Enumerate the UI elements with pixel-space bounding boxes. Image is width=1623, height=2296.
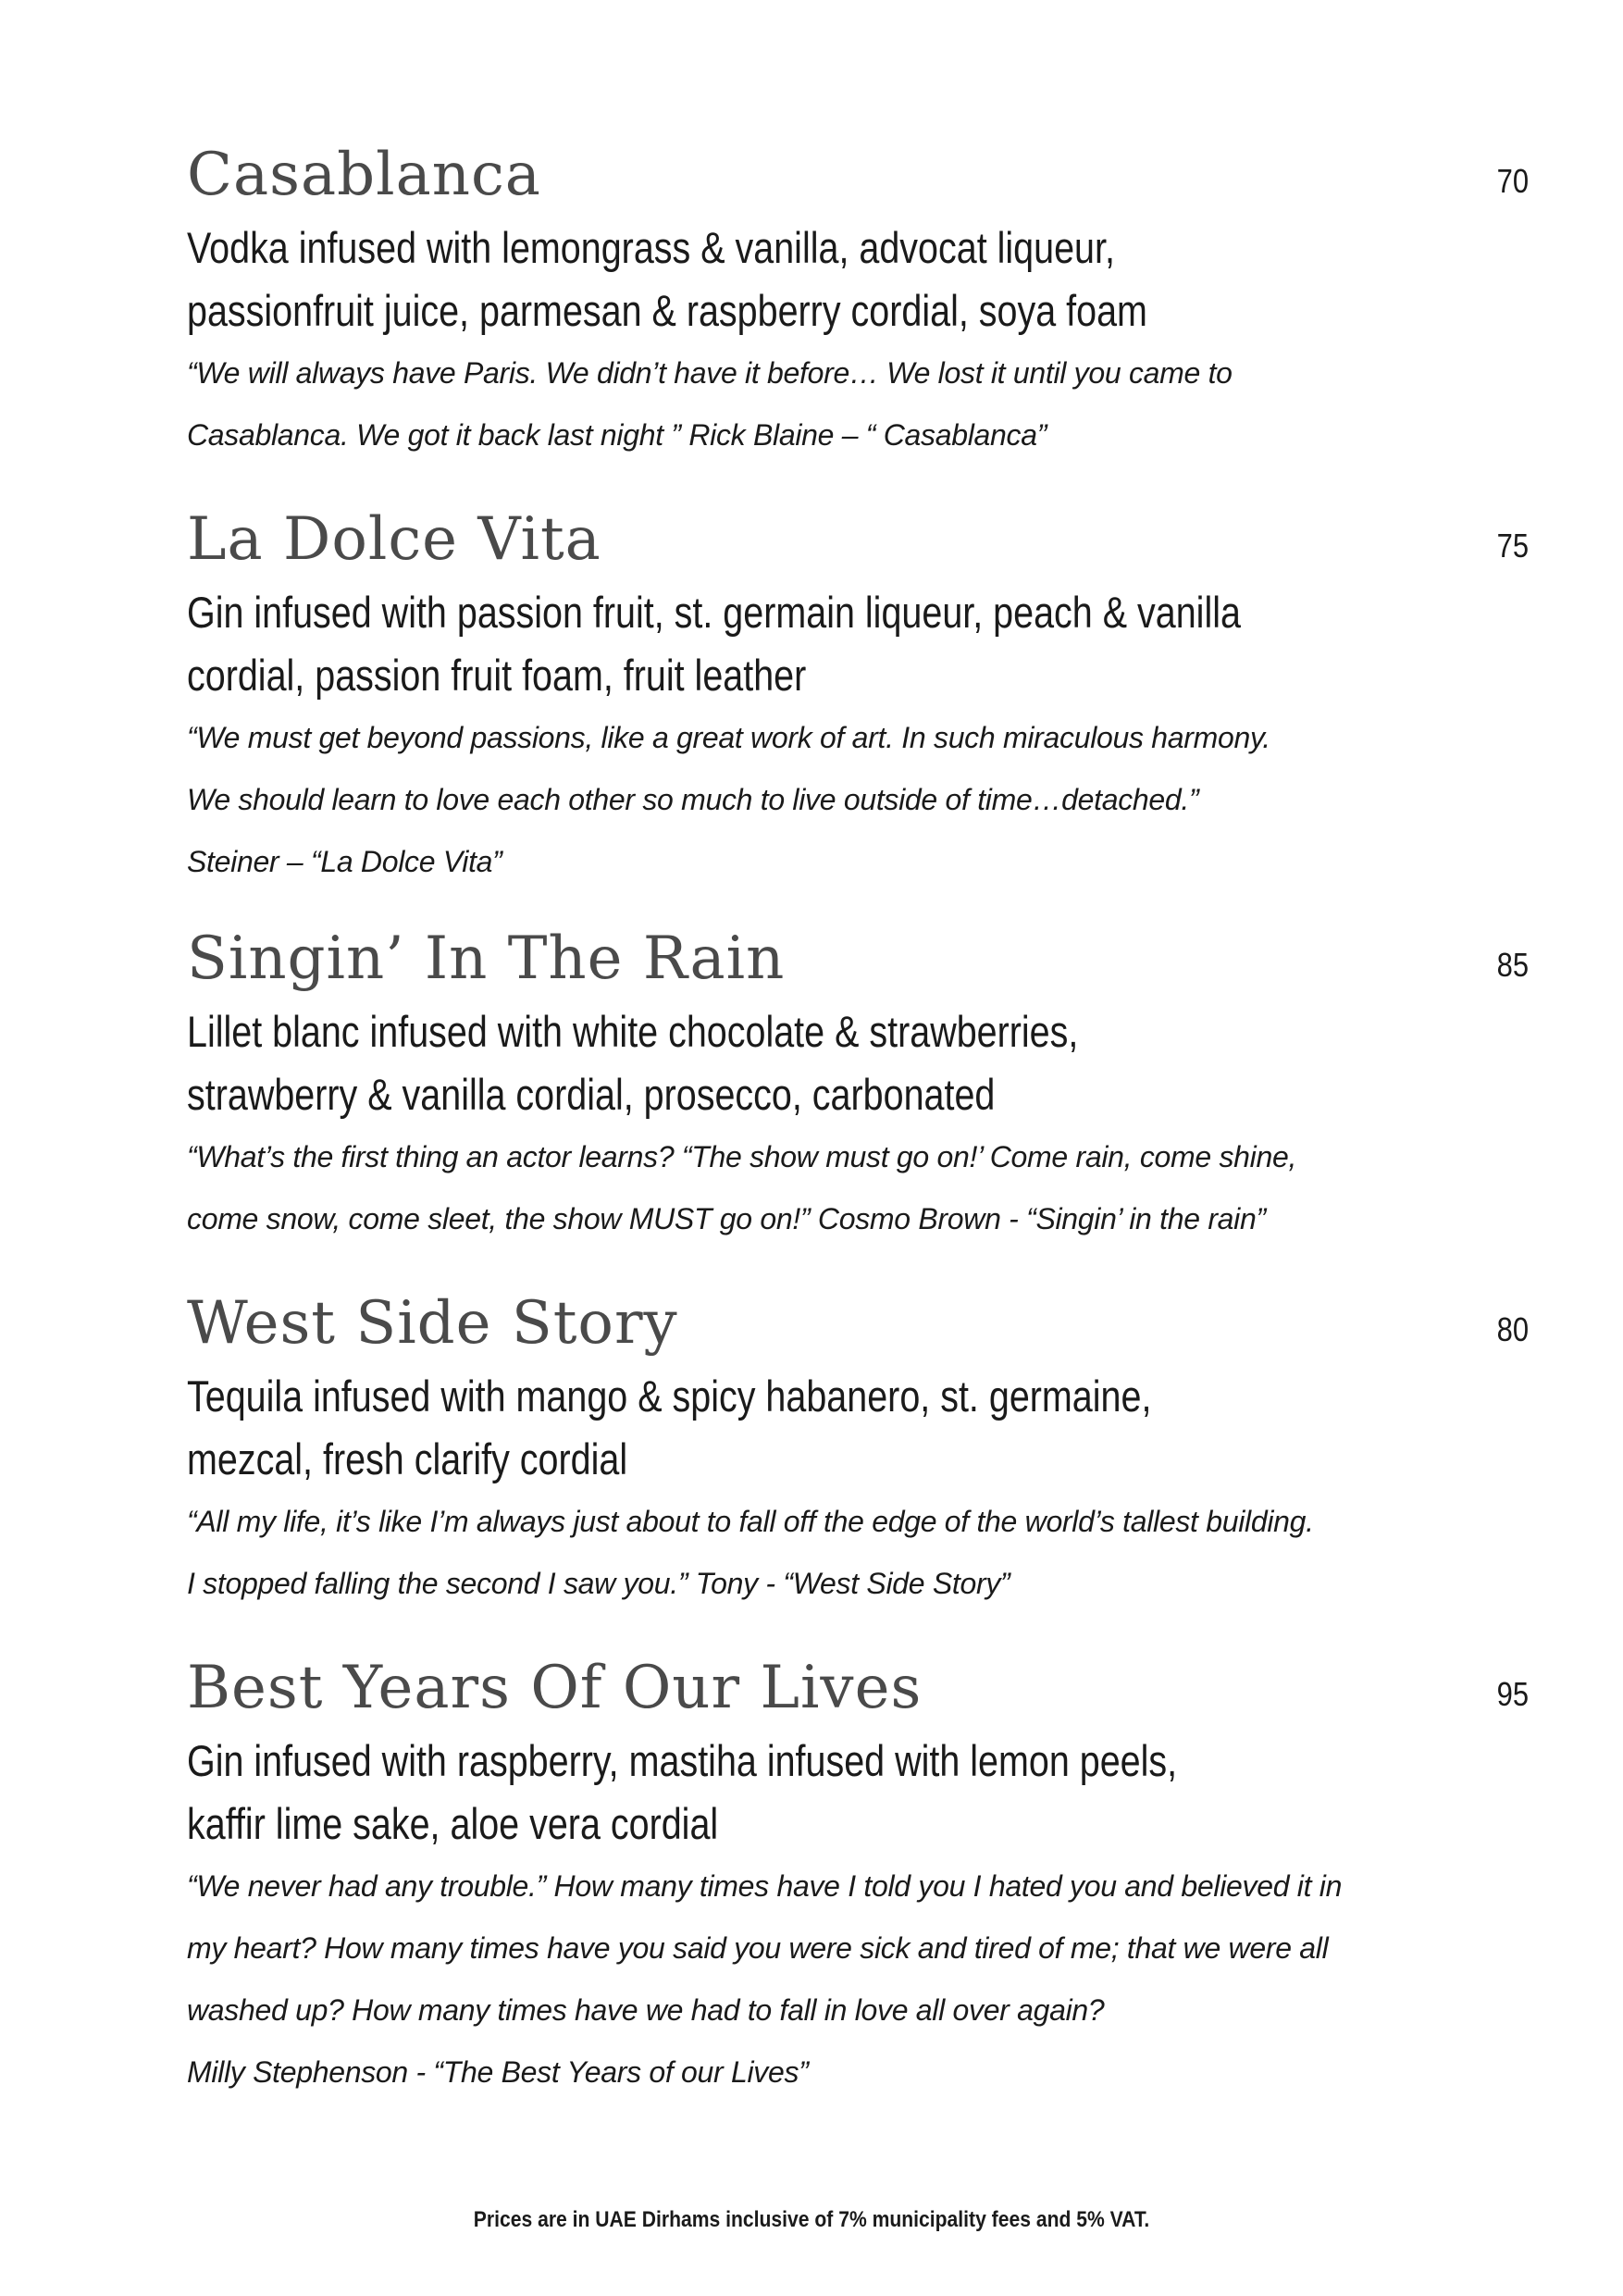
item-quote xyxy=(187,1491,1529,1615)
description-line: Tequila infused with mango & spicy habanero, st. germaine, xyxy=(187,1371,1152,1421)
item-name: Best Years Of Our Lives xyxy=(187,1654,923,1722)
item-description xyxy=(187,1730,1353,1855)
menu-item-la-dolce-vita xyxy=(187,502,1529,893)
item-description xyxy=(187,581,1353,707)
description-line: cordial, passion fruit foam, fruit leather xyxy=(187,651,807,700)
description-line: mezcal, fresh clarify cordial xyxy=(187,1434,628,1483)
footnote-text: Prices are in UAE Dirhams inclusive of 7% municipality fees and 5% VAT. xyxy=(473,2207,1150,2232)
menu-item-best-years-of-our-lives xyxy=(187,1650,1529,2104)
description-line: passionfruit juice, parmesan & raspberry cordial, soya foam xyxy=(187,286,1147,335)
item-name: Casablanca xyxy=(187,141,541,209)
item-name: La Dolce Vita xyxy=(187,505,601,574)
quote-line: Steiner – “La Dolce Vita” xyxy=(187,845,502,878)
description-line: strawberry & vanilla cordial, prosecco, carbonated xyxy=(187,1070,996,1119)
item-header xyxy=(187,137,1529,213)
quote-line: Milly Stephenson - “The Best Years of our Lives” xyxy=(187,2055,809,2089)
item-price: 85 xyxy=(1496,946,1529,984)
quote-line: I stopped falling the second I saw you.” Tony - “West Side Story” xyxy=(187,1567,1010,1600)
description-line: kaffir lime sake, aloe vera cordial xyxy=(187,1799,719,1848)
item-header xyxy=(187,502,1529,577)
description-line: Vodka infused with lemongrass & vanilla, advocat liqueur, xyxy=(187,223,1115,272)
quote-line: come snow, come sleet, the show MUST go on!” Cosmo Brown - “Singin’ in the rain” xyxy=(187,1202,1266,1235)
menu-item-singin-in-the-rain xyxy=(187,921,1529,1250)
pricing-footnote xyxy=(0,2206,1623,2234)
quote-line: “All my life, it’s like I’m always just about to fall off the edge of the world’s tallest building. xyxy=(187,1505,1314,1538)
item-name: West Side Story xyxy=(187,1289,678,1358)
item-quote xyxy=(187,342,1529,466)
quote-line: “We must get beyond passions, like a great work of art. In such miraculous harmony. xyxy=(187,721,1270,754)
item-quote xyxy=(187,1855,1529,2104)
item-description xyxy=(187,1365,1353,1491)
item-price: 75 xyxy=(1496,527,1529,565)
quote-line: We should learn to love each other so much to live outside of time…detached.” xyxy=(187,783,1199,816)
quote-line: “What’s the first thing an actor learns? “The show must go on!’ Come rain, come shine, xyxy=(187,1140,1297,1173)
item-header xyxy=(187,1285,1529,1361)
item-header xyxy=(187,1650,1529,1726)
item-price: 95 xyxy=(1496,1675,1529,1713)
item-name: Singin’ In The Rain xyxy=(187,925,786,993)
item-description xyxy=(187,1000,1353,1126)
item-quote xyxy=(187,707,1529,893)
item-price: 80 xyxy=(1496,1310,1529,1348)
quote-line: washed up? How many times have we had to fall in love all over again? xyxy=(187,1993,1105,2027)
quote-line: Casablanca. We got it back last night ” Rick Blaine – “ Casablanca” xyxy=(187,418,1047,452)
description-line: Gin infused with passion fruit, st. germain liqueur, peach & vanilla xyxy=(187,588,1241,637)
menu-item-casablanca xyxy=(187,137,1529,466)
item-price: 70 xyxy=(1496,162,1529,200)
item-header xyxy=(187,921,1529,997)
description-line: Lillet blanc infused with white chocolate & strawberries, xyxy=(187,1007,1079,1056)
item-quote xyxy=(187,1126,1529,1250)
cocktail-menu xyxy=(187,137,1529,2104)
menu-item-west-side-story xyxy=(187,1285,1529,1615)
item-description xyxy=(187,217,1353,342)
quote-line: my heart? How many times have you said you were sick and tired of me; that we were all xyxy=(187,1931,1329,1965)
quote-line: “We never had any trouble.” How many times have I told you I hated you and believed it in xyxy=(187,1869,1343,1903)
description-line: Gin infused with raspberry, mastiha infused with lemon peels, xyxy=(187,1736,1178,1785)
quote-line: “We will always have Paris. We didn’t have it before… We lost it until you came to xyxy=(187,356,1233,390)
